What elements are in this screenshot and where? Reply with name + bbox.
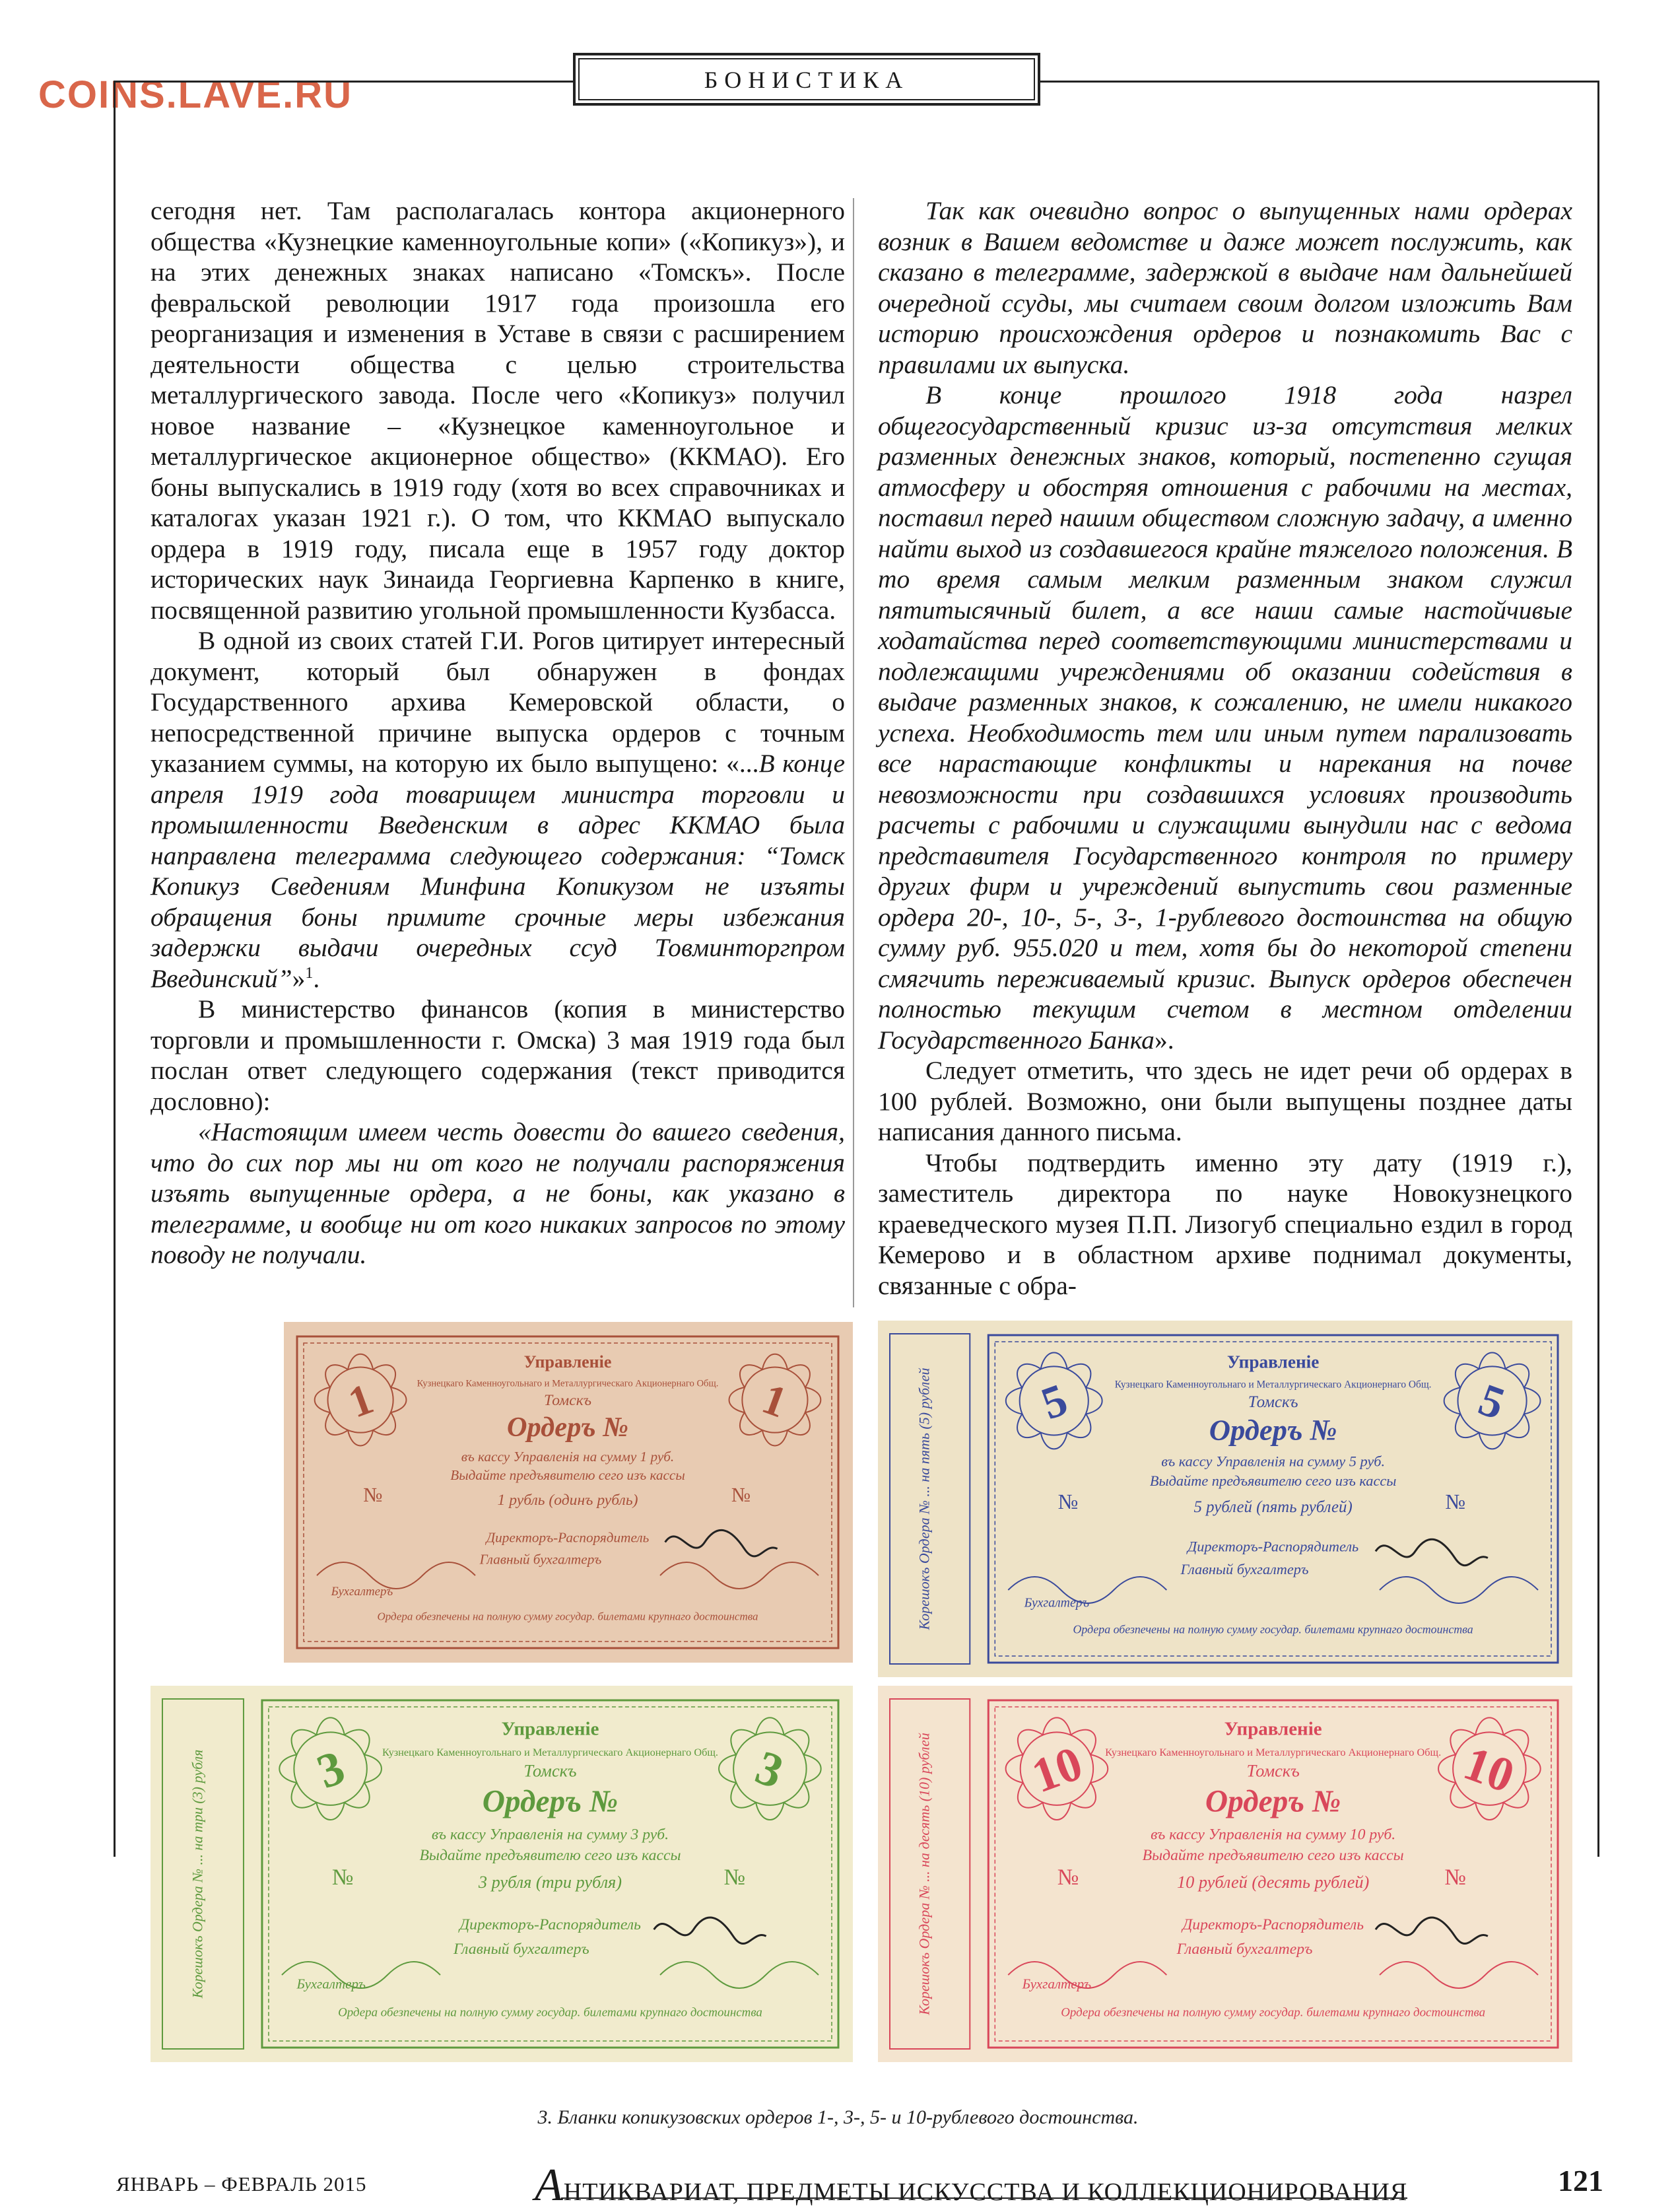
note-admin: Управленiе	[523, 1352, 612, 1372]
footer-magazine-title	[535, 2159, 1407, 2212]
note-line2: Выдайте предъявителю сего изъ кассы	[419, 1846, 681, 1864]
note-amount: 5 рублей (пять рублей)	[1193, 1498, 1353, 1516]
note-title: Ордеръ №	[1209, 1413, 1337, 1447]
section-header	[573, 53, 1040, 106]
note-bookkeeper: Бухгалтеръ	[1022, 1976, 1092, 1992]
banknote-3-rubles	[151, 1686, 853, 2062]
note-city: Томскъ	[544, 1391, 591, 1409]
note-no-right: №	[731, 1484, 751, 1507]
note-bookkeeper: Бухгалтеръ	[296, 1976, 366, 1992]
column-divider	[853, 198, 854, 1307]
note-org: Кузнецкаго Каменноугольнаго и Металлургическаго Акционернаго Общ.	[382, 1746, 719, 1759]
note-admin: Управленiе	[1224, 1718, 1322, 1740]
note-denomination: 10	[1024, 1735, 1089, 1803]
footnote-ref-1: 1	[305, 964, 314, 982]
left-paragraph-4: «Настоящим имеем честь довести до вашего сведения, что до сих пор мы ни от кого не получали распоряжения изъять выпущенные ордера, а не боны, как указано в телеграмме, и вообще ни от кого никаких запросов по этому поводу не получали.	[151, 1117, 845, 1269]
right-paragraph-2	[878, 380, 1572, 1055]
note-amount: 1 рубль (одинъ рубль)	[497, 1491, 638, 1509]
frame-top-right	[1040, 81, 1598, 83]
note-line2: Выдайте предъявителю сего изъ кассы	[450, 1467, 685, 1484]
note-title: Ордеръ №	[506, 1412, 629, 1443]
note-bookkeeper: Бухгалтеръ	[1024, 1595, 1090, 1610]
note-no-right: №	[1445, 1489, 1466, 1513]
right-paragraph-3: Следует отметить, что здесь не идет речи об ордерах в 100 рублей. Возможно, они были выпущены позднее даты написания данного письма.	[878, 1056, 1572, 1146]
note-stub-text: Корешокъ Ордера № ... на десять (10) рублей	[916, 1733, 933, 2015]
figure-caption: 3. Бланки копикузовских ордеров 1-, 3-, 5- и 10-рублевого достоинства.	[537, 2106, 1139, 2128]
left-paragraph-2-start: В одной из своих статей Г.И. Рогов цитирует интересный документ, который был обнаружен в фондах Государственного архива Кемеровской области, о непосредственной причине выпуска ордеров с точным указанием суммы, на которую их было выпущено: «...	[151, 626, 845, 778]
note-no-left: №	[363, 1484, 383, 1507]
note-stub-text: Корешокъ Ордера № ... на пять (5) рублей	[916, 1367, 933, 1630]
note-no-left: №	[1057, 1865, 1079, 1890]
note-denomination: 1	[756, 1374, 793, 1428]
right-column	[878, 195, 1572, 1301]
note-director: Директоръ-Распорядитель	[1188, 1538, 1359, 1555]
note-line1: въ кассу Управленiя на сумму 10 руб.	[1151, 1826, 1396, 1844]
note-denomination: 3	[310, 1739, 352, 1799]
page-number: 121	[1558, 2164, 1603, 2197]
note-accountant: Главный бухгалтеръ	[1180, 1561, 1309, 1578]
left-column	[151, 195, 845, 1270]
note-bottom-text: Ордера обезпечены на полную сумму государ. билетами крупнаго достоинства	[338, 2005, 762, 2020]
note-line1: въ кассу Управленiя на сумму 3 руб.	[431, 1826, 669, 1844]
note-stub-text: Корешокъ Ордера № ... на три (3) рубля	[189, 1749, 206, 1999]
note-amount: 3 рубля (три рубля)	[478, 1873, 622, 1892]
frame-left	[114, 81, 116, 1857]
note-bottom-text: Ордера обезпечены на полную сумму государ. билетами крупнаго достоинства	[377, 1610, 758, 1623]
note-line1: въ кассу Управленiя на сумму 1 руб.	[461, 1448, 675, 1465]
note-line1: въ кассу Управленiя на сумму 5 руб.	[1161, 1453, 1386, 1470]
frame-top-left	[114, 81, 576, 83]
right-paragraph-2-end: ».	[1154, 1025, 1174, 1054]
note-line2: Выдайте предъявителю сего изъ кассы	[1149, 1472, 1397, 1490]
frame-right	[1597, 81, 1599, 1857]
note-no-left: №	[1057, 1489, 1079, 1513]
note-director: Директоръ-Распорядитель	[459, 1916, 641, 1934]
note-line2: Выдайте предъявителю сего изъ кассы	[1142, 1846, 1404, 1864]
left-paragraph-2-dot: .	[313, 963, 320, 993]
note-amount: 10 рублей (десять рублей)	[1176, 1873, 1370, 1892]
left-paragraph-2-end: »	[292, 963, 306, 993]
banknote-5-rubles	[878, 1321, 1572, 1677]
left-paragraph-2-quote: В конце апреля 1919 года товарищем министра торговли и промышленности Введенским в адрес ККМАО была направлена телеграмма следующего содержания: “Томск Копикуз Сведениям Минфина Копикузом не изъяты обращения боны примите срочные меры избежания задержки выдачи очередных ссуд Товминторгпром Введинский”	[151, 749, 845, 993]
site-watermark: COINS.LAVE.RU	[38, 73, 353, 116]
note-bottom-text: Ордера обезпечены на полную сумму государ. билетами крупнаго достоинства	[1073, 1622, 1473, 1636]
note-accountant: Главный бухгалтеръ	[1176, 1940, 1313, 1958]
note-denomination: 10	[1457, 1735, 1522, 1803]
note-denomination: 5	[1472, 1374, 1512, 1430]
note-no-right: №	[723, 1865, 746, 1890]
note-admin: Управленiе	[1226, 1352, 1320, 1372]
note-denomination: 3	[749, 1739, 791, 1799]
note-accountant: Главный бухгалтеръ	[479, 1551, 602, 1568]
note-bookkeeper: Бухгалтеръ	[331, 1584, 393, 1599]
right-paragraph-4: Чтобы подтвердить именно эту дату (1919 г.), заместитель директора по науке Новокузнецкого краеведческого музея П.П. Лизогуб специально ездил в город Кемерово и в областном архиве поднимал документы, связанные с обра-	[878, 1148, 1572, 1300]
note-denomination: 1	[342, 1374, 380, 1428]
note-bottom-text: Ордера обезпечены на полную сумму государ. билетами крупнаго достоинства	[1061, 2005, 1486, 2020]
note-city: Томскъ	[1246, 1761, 1300, 1781]
note-no-right: №	[1444, 1865, 1467, 1890]
right-paragraph-2-text: В конце прошлого 1918 года назрел общегосударственный кризис из-за отсутствия мелких разменных денежных знаков, который, постепенно сгущая атмосферу и обостряя отношения с рабочими на местах, поставил перед нашим обществом сложную задачу, а именно найти выход из создавшегося крайне тяжелого положения. В то время самым мелким разменным знаком служил пятитысячный билет, а все наши самые настойчивые ходатайства перед соответствующими министерствами и подлежащими учреждениями об оказании содействия в выдаче разменных знаков, к сожалению, не имели никакого успеха. Необходимость тем или иным путем парализовать все нарастающие конфликты и нарекания на почве невозможности при создавшихся условиях производить расчеты с рабочими и служащими вынудили нас с ведома представителя Государственного контроля по примеру других фирм и учреждений выпустить свои разменные ордера 20-, 10-, 5-, 3-, 1-рублевого достоинства на общую сумму руб. 955.020 и тем, хотя бы до некоторой степени смягчить переживаемый кризис. Выпуск ордеров обеспечен полностью текущим счетом в местном отделении Государственного Банка	[878, 380, 1572, 1054]
note-title: Ордеръ №	[1205, 1784, 1341, 1819]
note-accountant: Главный бухгалтеръ	[453, 1940, 589, 1958]
banknote-10-rubles	[878, 1686, 1572, 2062]
left-paragraph-3: В министерство финансов (копия в министерство торговли и промышленности г. Омска) 3 мая 1919 года был послан ответ следующего содержания (текст приводится дословно):	[151, 994, 845, 1116]
note-admin: Управленiе	[501, 1718, 599, 1740]
footer-issue: ЯНВАРЬ – ФЕВРАЛЬ 2015	[116, 2172, 367, 2195]
note-org: Кузнецкаго Каменноугольнаго и Металлургическаго Акционернаго Общ.	[1114, 1379, 1432, 1391]
note-org: Кузнецкаго Каменноугольнаго и Металлургическаго Акционернаго Общ.	[1105, 1746, 1442, 1759]
note-org: Кузнецкаго Каменноугольнаго и Металлургическаго Акционернаго Общ.	[417, 1378, 719, 1389]
note-title: Ордеръ №	[482, 1784, 619, 1819]
note-city: Томскъ	[1248, 1393, 1298, 1412]
magazine-title-rest: НТИКВАРИАТ, ПРЕДМЕТЫ ИСКУССТВА И КОЛЛЕКЦИОНИРОВАНИЯ	[563, 2178, 1408, 2206]
magazine-initial: А	[535, 2160, 564, 2211]
note-director: Директоръ-Распорядитель	[486, 1529, 650, 1546]
banknote-1-ruble	[284, 1322, 853, 1663]
right-paragraph-1: Так как очевидно вопрос о выпущенных нами ордерах возник в Вашем ведомстве и даже может послужить, как сказано в телеграмме, задержкой в выдаче нам дальнейшей очередной ссуды, мы считаем своим долгом изложить Вам историю происхождения ордеров и познакомить Вас с правилами их выпуска.	[878, 196, 1572, 379]
left-paragraph-2	[151, 625, 845, 994]
note-denomination: 5	[1034, 1374, 1074, 1430]
section-title: БОНИСТИКА	[704, 67, 910, 93]
note-city: Томскъ	[523, 1761, 577, 1781]
magazine-underline	[561, 2197, 1407, 2199]
note-no-left: №	[331, 1865, 354, 1890]
left-paragraph-1: сегодня нет. Там располагалась контора акционерного общества «Кузнецкие каменноугольные копи» («Копикуз»), и на этих денежных знаках написано «Томскъ». После февральской революции 1917 года произошла его реорганизация и изменения в Уставе в связи с расширением деятельности общества с целью строительства металлургического завода. После чего «Копикуз» получил новое название – «Кузнецкое каменноугольное и металлургическое акционерное общество» (ККМАО). Его боны выпускались в 1919 году (хотя во всех справочниках и каталогах указан 1921 г.). О том, что ККМАО выпускало ордера в 1919 году, писала еще в 1957 году доктор исторических наук Зинаида Георгиевна Карпенко в книге, посвященной развитию угольной промышленности Кузбасса.	[151, 196, 845, 625]
note-director: Директоръ-Распорядитель	[1182, 1916, 1364, 1934]
